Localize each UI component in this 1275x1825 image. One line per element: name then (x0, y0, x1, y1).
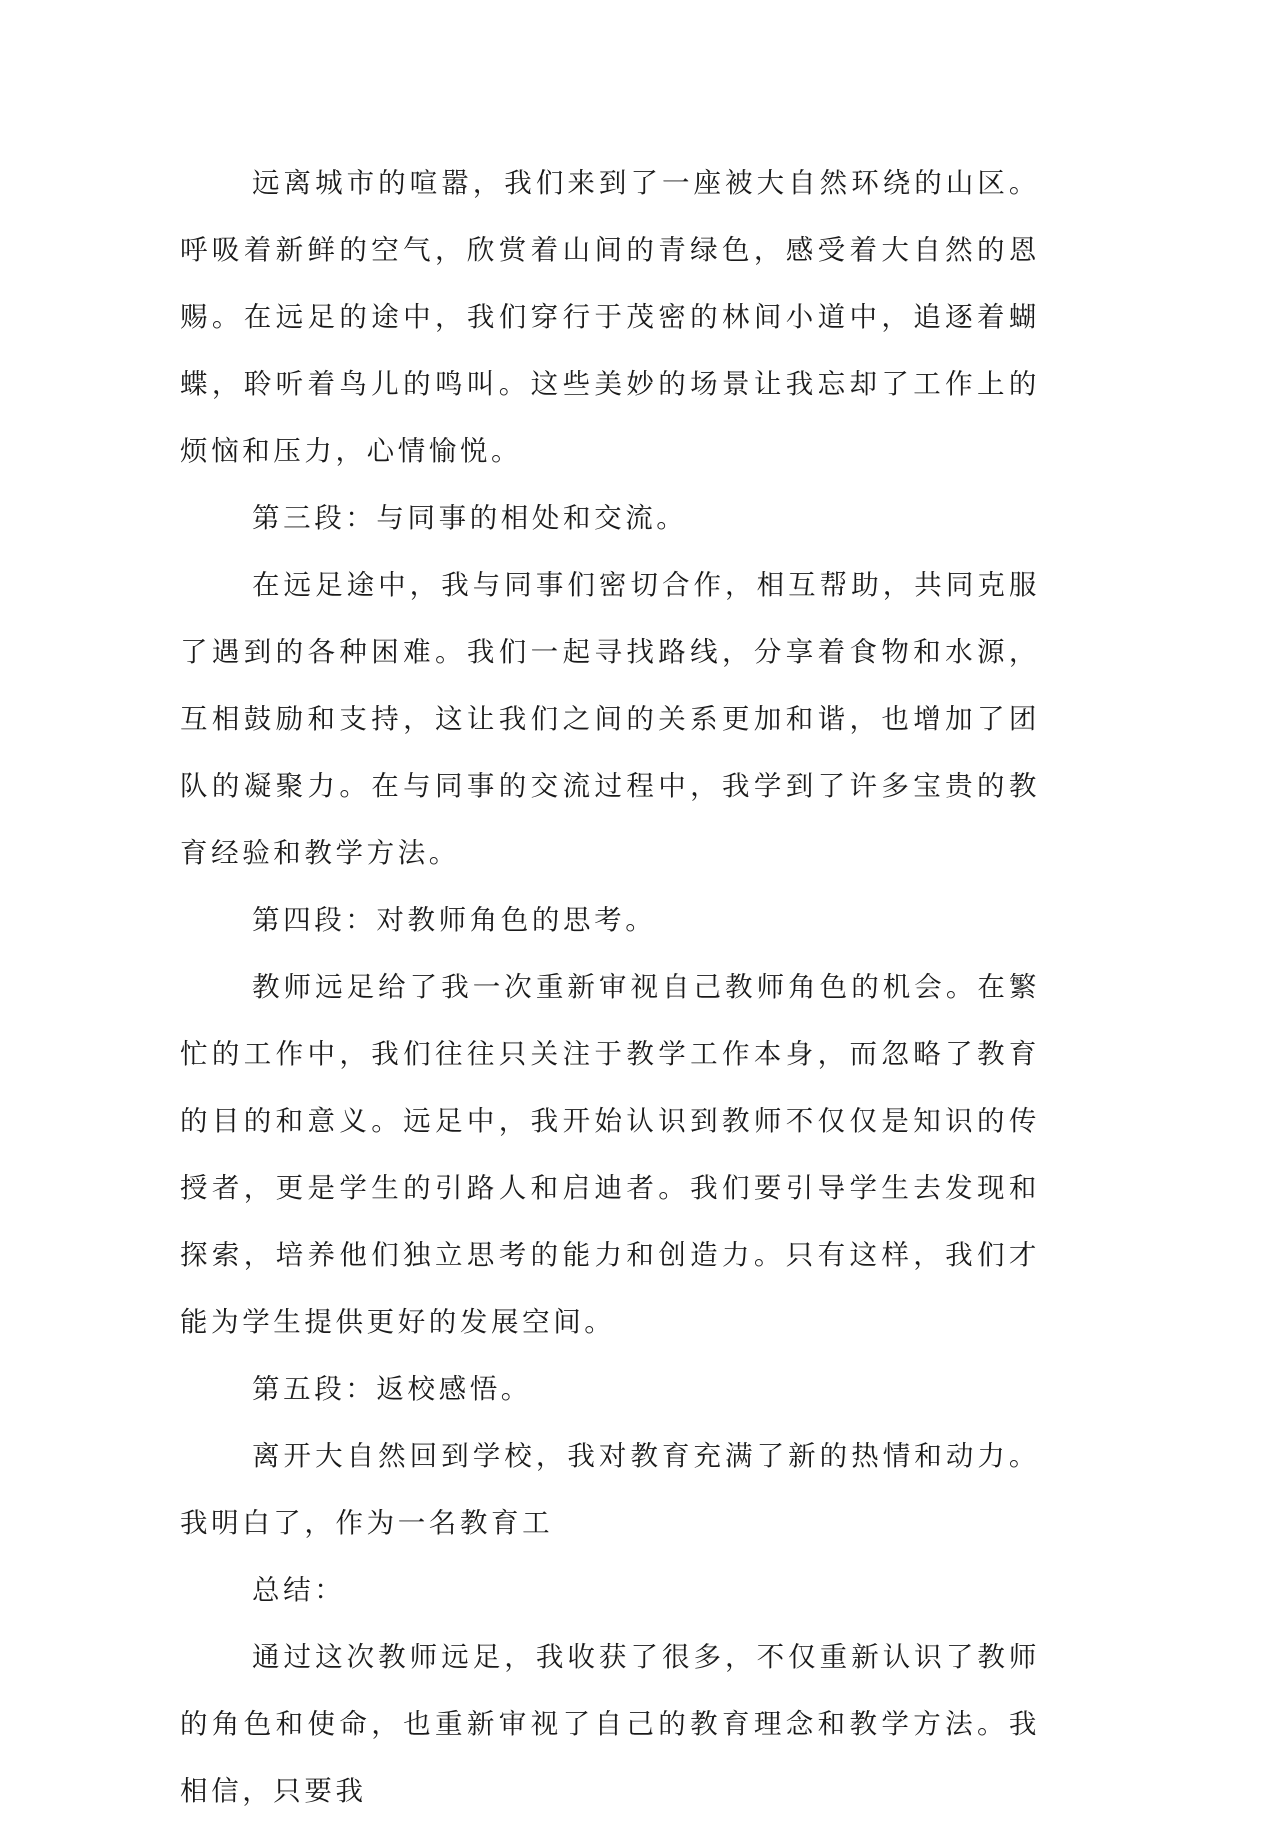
paragraph-return-school: 离开大自然回到学校，我对教育充满了新的热情和动力。我明白了，作为一名教育工 (180, 1440, 1040, 1539)
summary-heading: 总结： (252, 1574, 346, 1606)
section-heading-4: 第四段：对教师角色的思考。 (252, 904, 657, 936)
paragraph-nature-scenery: 远离城市的喧嚣，我们来到了一座被大自然环绕的山区。呼吸着新鲜的空气，欣赏着山间的青绿色，感受着大自然的恩赐。在远足的途中，我们穿行于茂密的林间小道中，追逐着蝴蝶，聆听着鸟儿的鸣叫。这些美妙的场景让我忘却了工作上的烦恼和压力，心情愉悦。 (180, 167, 1040, 467)
section-heading-5: 第五段：返校感悟。 (252, 1373, 532, 1405)
section-heading-3: 第三段：与同事的相处和交流。 (252, 502, 688, 534)
paragraph-colleagues: 在远足途中，我与同事们密切合作，相互帮助，共同克服了遇到的各种困难。我们一起寻找路线，分享着食物和水源，互相鼓励和支持，这让我们之间的关系更加和谐，也增加了团队的凝聚力。在与同事的交流过程中，我学到了许多宝贵的教育经验和教学方法。 (180, 569, 1040, 869)
paragraph-summary: 通过这次教师远足，我收获了很多，不仅重新认识了教师的角色和使命，也重新审视了自己的教育理念和教学方法。我相信，只要我 (180, 1641, 1040, 1807)
document-page (180, 150, 1040, 1825)
paragraph-teacher-role: 教师远足给了我一次重新审视自己教师角色的机会。在繁忙的工作中，我们往往只关注于教学工作本身，而忽略了教育的目的和意义。远足中，我开始认识到教师不仅仅是知识的传授者，更是学生的引路人和启迪者。我们要引导学生去发现和探索，培养他们独立思考的能力和创造力。只有这样，我们才能为学生提供更好的发展空间。 (180, 971, 1040, 1338)
